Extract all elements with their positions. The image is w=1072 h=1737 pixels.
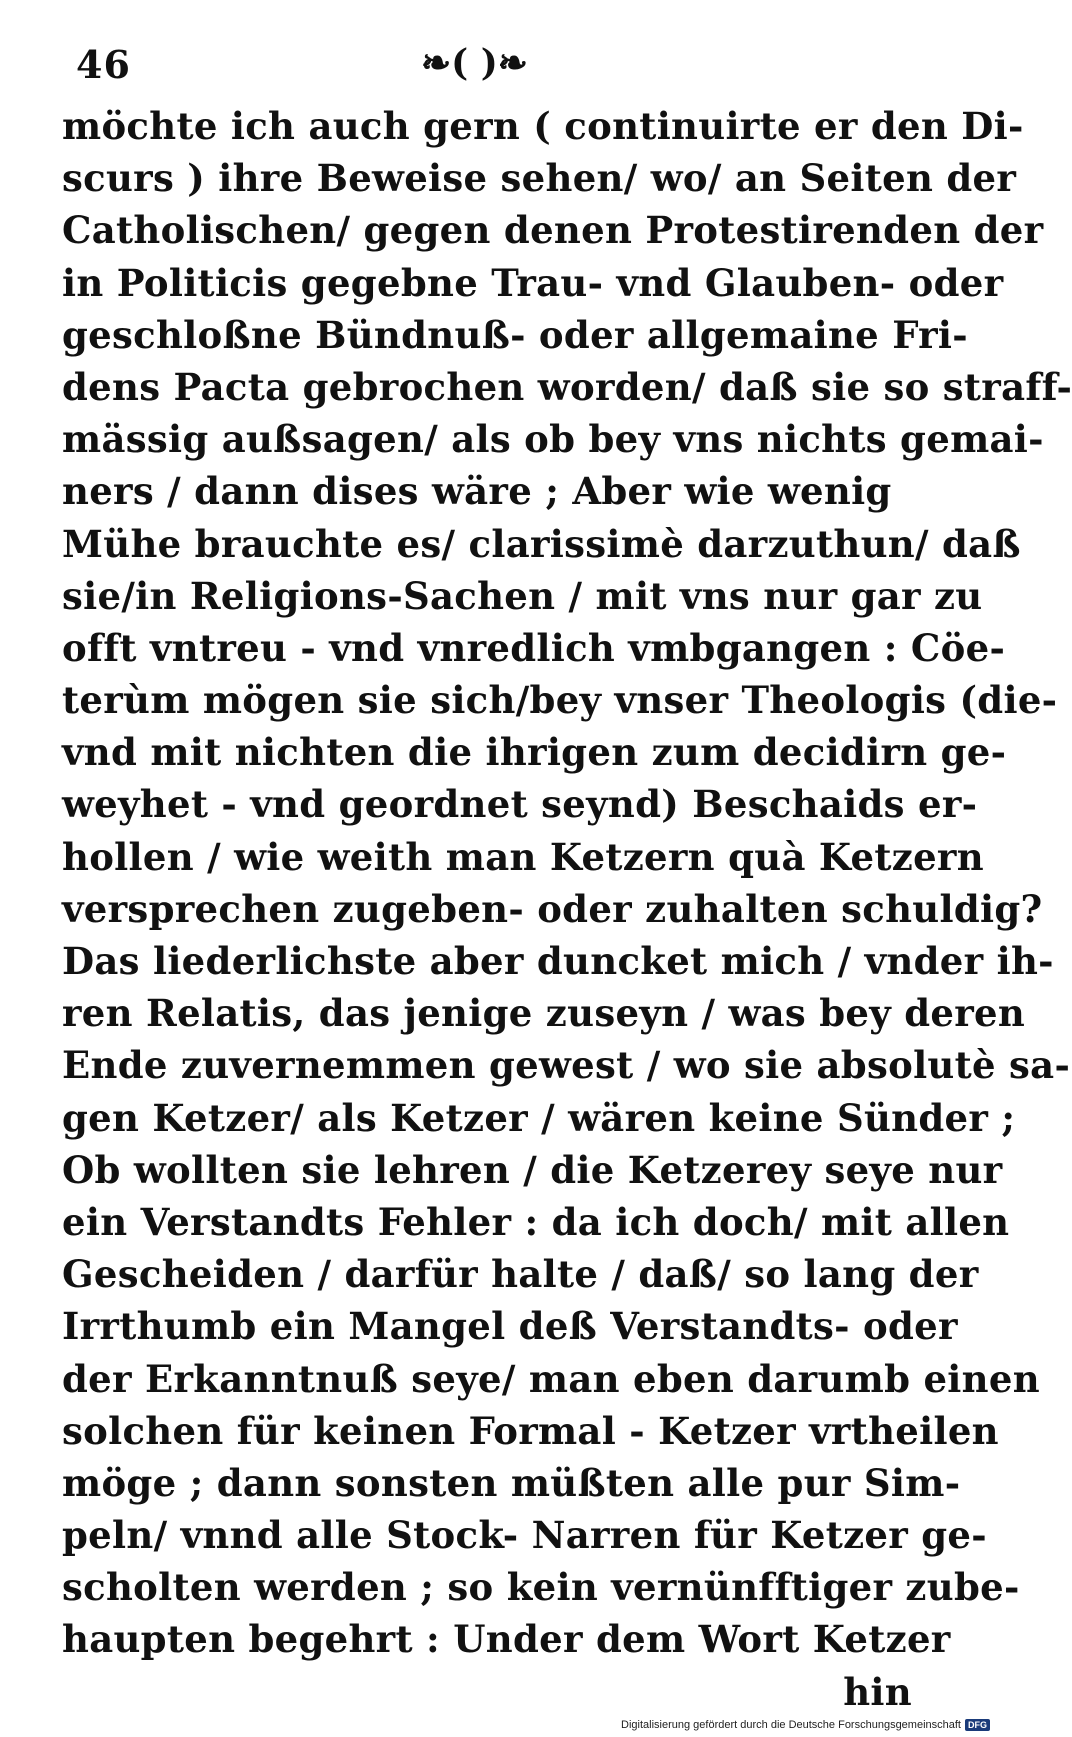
credit-text: Digitalisierung gefördert durch die Deutsche Forschungsgemeinschaft bbox=[621, 1719, 961, 1731]
text-line: ners / dann dises wäre ; Aber wie wenig bbox=[62, 469, 892, 514]
text-line: Catholischen/ gegen denen Protestirenden der bbox=[62, 208, 1044, 253]
text-line: möchte ich auch gern ( continuirte er den Di- bbox=[62, 104, 1024, 148]
text-line: der Erkanntnuß seye/ man eben darumb einen bbox=[62, 1356, 1040, 1401]
text-line: Irrthumb ein Mangel deß Verstandts- oder bbox=[62, 1304, 958, 1349]
text-line: geschloßne Bündnuß- oder allgemaine Fri- bbox=[62, 312, 968, 357]
text-line: sie/in Religions-Sachen / mit vns nur gar zu bbox=[62, 573, 983, 618]
text-line: Gescheiden / darfür halte / daß/ so lang der bbox=[62, 1252, 979, 1297]
digitization-credit bbox=[621, 1719, 990, 1731]
text-line: offt vntreu - vnd vnredlich vmbgangen : Cöe- bbox=[62, 625, 1006, 670]
text-line: Das liederlichste aber duncket mich / vnder ih- bbox=[62, 939, 1054, 983]
body-text bbox=[62, 100, 1072, 1718]
text-line: vnd mit nichten die ihrigen zum decidirn ge- bbox=[62, 730, 1007, 775]
text-line: Ende zuvernemmen gewest / wo sie absolutè sa- bbox=[62, 1043, 1071, 1088]
text-line: möge ; dann sonsten müßten alle pur Sim- bbox=[62, 1460, 961, 1505]
text-line: dens Pacta gebrochen worden/ daß sie so straff- bbox=[62, 364, 1072, 409]
text-line: Mühe brauchte es/ clarissimè darzuthun/ daß bbox=[62, 521, 1021, 566]
text-line: Ob wollten sie lehren / die Ketzerey seye nur bbox=[62, 1147, 1003, 1192]
text-line: ein Verstandts Fehler : da ich doch/ mit allen bbox=[62, 1199, 1010, 1244]
text-line: gen Ketzer/ als Ketzer / wären keine Sünder ; bbox=[62, 1095, 1016, 1140]
dfg-logo: DFG bbox=[965, 1719, 990, 1731]
text-line: ren Relatis, das jenige zuseyn / was bey deren bbox=[62, 991, 1026, 1036]
page-number: 46 bbox=[76, 42, 131, 87]
text-line: versprechen zugeben- oder zuhalten schuldig? bbox=[62, 886, 1043, 931]
text-line: terùm mögen sie sich/bey vnser Theologis (die- bbox=[62, 678, 1058, 723]
text-line: scurs ) ihre Beweise sehen/ wo/ an Seiten der bbox=[62, 156, 1017, 201]
text-line: scholten werden ; so kein vernünfftiger zube- bbox=[62, 1565, 1020, 1610]
header-ornament: ❧( )❧ bbox=[421, 42, 528, 84]
text-line: haupten begehrt : Under dem Wort Ketzer bbox=[62, 1617, 951, 1662]
text-line: mässig außsagen/ als ob bey vns nichts gemai- bbox=[62, 417, 1044, 462]
text-line: weyhet - vnd geordnet seynd) Beschaids er- bbox=[62, 782, 978, 827]
text-line: peln/ vnnd alle Stock- Narren für Ketzer ge- bbox=[62, 1513, 987, 1558]
text-line: hollen / wie weith man Ketzern quà Ketzern bbox=[62, 834, 984, 879]
page-header bbox=[76, 42, 936, 102]
text-line: solchen für keinen Formal - Ketzer vrtheilen bbox=[62, 1408, 999, 1453]
text-line: in Politicis gegebne Trau- vnd Glauben- oder bbox=[62, 260, 1004, 305]
catchword: hin bbox=[843, 1669, 912, 1714]
